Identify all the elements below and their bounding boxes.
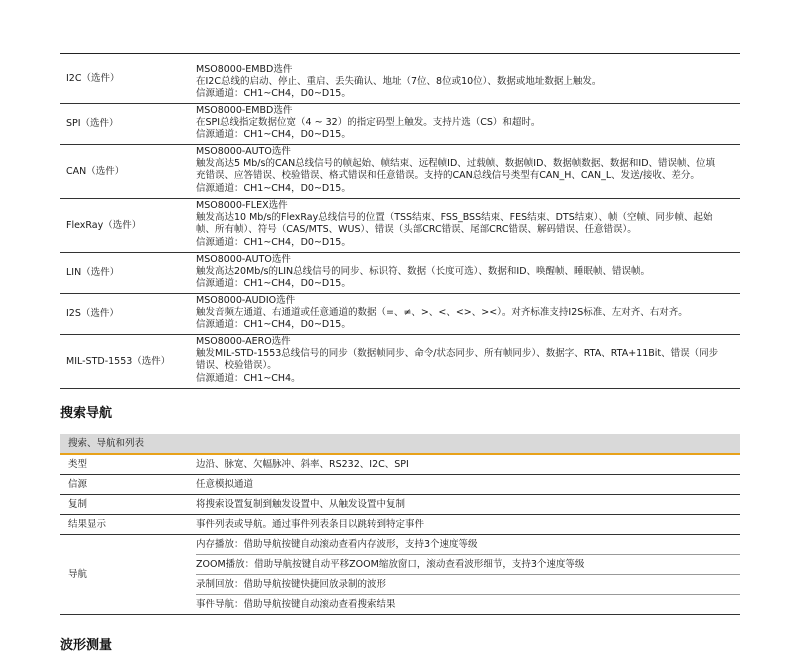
table-row xyxy=(60,455,740,475)
table-row xyxy=(60,54,740,104)
row-value: 将搜索设置复制到触发设置中、从触发设置中复制 xyxy=(196,499,406,510)
table-row xyxy=(60,515,740,535)
table-row xyxy=(60,475,740,495)
table-row xyxy=(60,104,740,145)
row-key: 类型 xyxy=(68,459,88,470)
row-value: 边沿、脉宽、欠幅脉冲、斜率、RS232、I2C、SPI xyxy=(196,459,409,470)
trigger-type-name: SPI（选件） xyxy=(66,118,119,129)
row-key: 结果显示 xyxy=(68,519,107,530)
row-key: 导航 xyxy=(68,568,88,580)
table-header: 搜索、导航和列表 xyxy=(60,434,740,455)
trigger-type-name: I2C（选件） xyxy=(66,72,120,84)
row-values xyxy=(196,535,740,614)
row-value: 任意模拟通道 xyxy=(196,479,254,490)
trigger-description: MSO8000-EMBD选件 在I2C总线的启动、停止、重启、丢失确认、地址（7位、8位或10位）、数据或地址数据上触发。 信源通道：CH1~CH4，D0~D15。 xyxy=(196,64,602,100)
section-title-measure: 波形测量 xyxy=(60,638,113,653)
row-value: 录制回放：借助导航按键快捷回放录制的波形 xyxy=(196,575,740,595)
trigger-description: MSO8000-AUTO选件 触发高达5 Mb/s的CAN总线信号的帧起始、帧结束、远程帧ID、过载帧、数据帧ID、数据帧数据、数据和ID、错误帧、位填 充错误、应答错误、校验错误、格式错误和任意错误。支持的CAN总线信号类型有CAN_H、CAN_L、发送/接收、差分。 信源通道：CH1~CH4，D0~D15。 xyxy=(196,146,716,194)
trigger-description: MSO8000-AERO选件 触发MIL-STD-1553总线信号的同步（数据帧同步、命令/状态同步、所有帧同步）、数据字、RTA、RTA+11Bit、错误（同步 错误、校验错误）。 信源通道：CH1~CH4。 xyxy=(196,336,719,384)
section-title-search: 搜索导航 xyxy=(60,406,113,421)
trigger-type-name: FlexRay（选件） xyxy=(66,219,142,231)
trigger-description: MSO8000-EMBD选件 在SPI总线指定数据位宽（4 ~ 32）的指定码型上触发。支持片选（CS）和超时。 信源通道：CH1~CH4，D0~D15。 xyxy=(196,105,541,141)
row-value: 事件列表或导航。通过事件列表条目以跳转到特定事件 xyxy=(196,519,425,530)
row-value: 事件导航：借助导航按键自动滚动查看搜索结果 xyxy=(196,599,396,610)
row-key: 复制 xyxy=(68,499,88,510)
trigger-description: MSO8000-FLEX选件 触发高达10 Mb/s的FlexRay总线信号的位置（TSS结束、FSS_BSS结束、FES结束、DTS结束）、帧（空帧、同步帧、起始 帧、所有帧）、符号（CAS/MTS、WUS）、错误（头部CRC错误、尾部CRC错误、解码错误、任意错误）。 信源通道：CH1~CH4，D0~D15。 xyxy=(196,200,713,248)
table-row xyxy=(60,495,740,515)
table-row xyxy=(60,294,740,335)
trigger-type-name: MIL-STD-1553（选件） xyxy=(66,355,171,367)
search-nav-table xyxy=(60,434,740,615)
table-row xyxy=(60,199,740,253)
trigger-type-name: I2S（选件） xyxy=(66,308,119,319)
table-row-group xyxy=(60,535,740,615)
trigger-description: MSO8000-AUDIO选件 触发音频左通道、右通道或任意通道的数据（=、≠、>、<、<>、><）。对齐标准支持I2S标准、左对齐、右对齐。 信源通道：CH1~CH4，D0~D15。 xyxy=(196,295,688,331)
trigger-type-name: CAN（选件） xyxy=(66,165,125,177)
table-row xyxy=(60,253,740,294)
table-row xyxy=(60,145,740,199)
trigger-description: MSO8000-AUTO选件 触发高达20Mb/s的LIN总线信号的同步、标识符、数据（长度可选）、数据和ID、唤醒帧、睡眠帧、错误帧。 信源通道：CH1~CH4，D0~D15。 xyxy=(196,254,651,290)
row-value: ZOOM播放：借助导航按键自动平移ZOOM缩放窗口，滚动查看波形细节，支持3个速度等级 xyxy=(196,555,740,575)
table-row xyxy=(60,335,740,389)
trigger-type-name: LIN（选件） xyxy=(66,267,120,278)
trigger-table xyxy=(60,53,740,389)
row-value: 内存播放：借助导航按键自动滚动查看内存波形，支持3个速度等级 xyxy=(196,535,740,555)
row-key: 信源 xyxy=(68,479,88,490)
